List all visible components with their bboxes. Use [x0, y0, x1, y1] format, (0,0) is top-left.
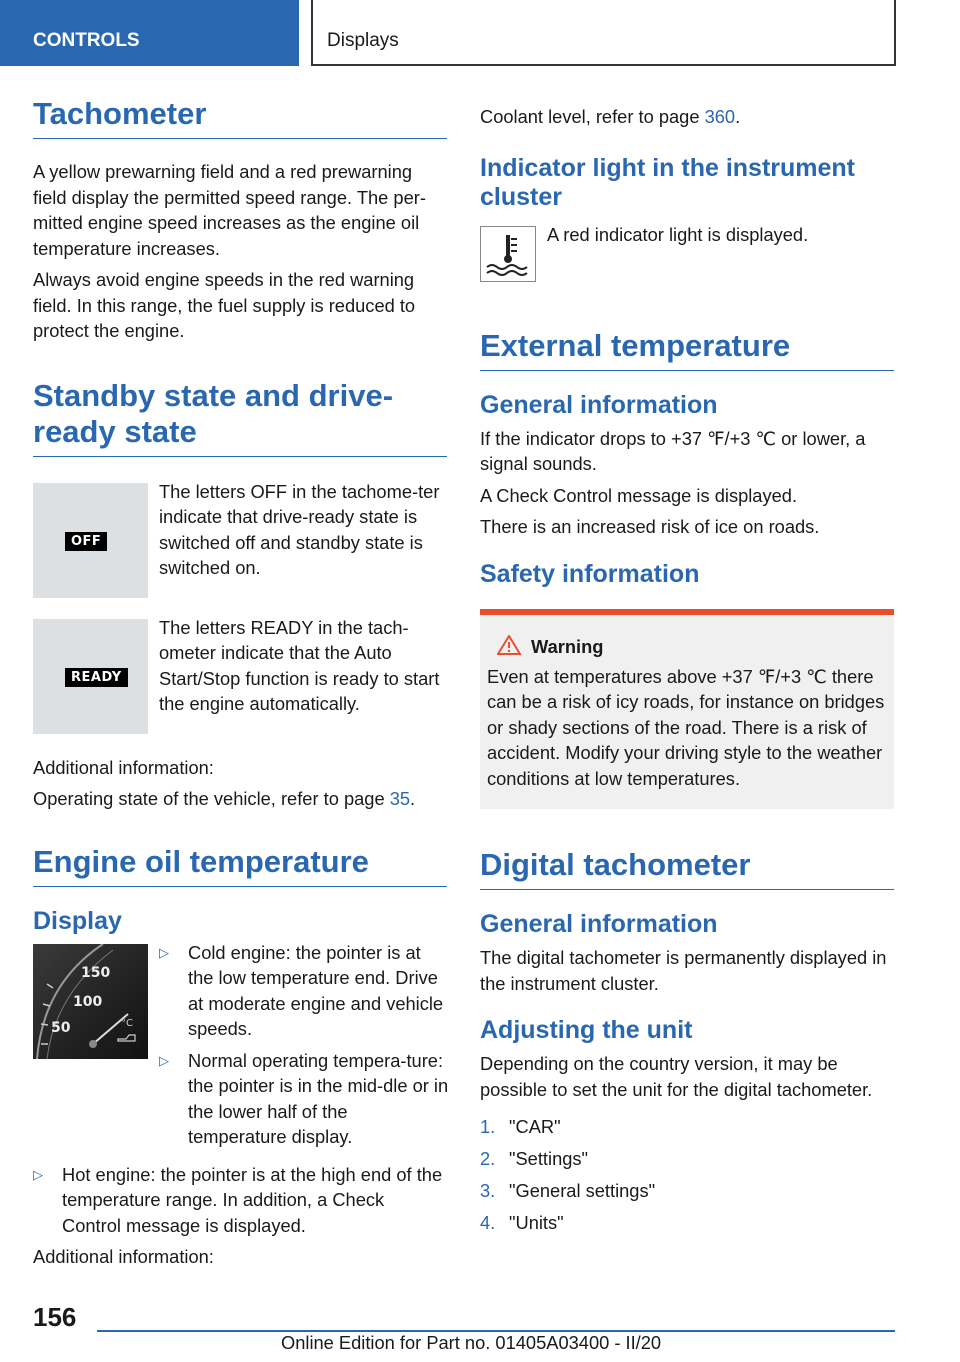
triangle-bullet-icon: ▷	[159, 944, 169, 960]
step-number: 2.	[480, 1148, 496, 1169]
warning-triangle-icon	[497, 635, 521, 655]
oil-bullets-narrow	[159, 940, 449, 1156]
digital-p1: The digital tachometer is permanently displayed in the instrument cluster.	[480, 947, 887, 994]
warning-title: Warning	[531, 635, 604, 657]
section-tab: CONTROLS	[0, 0, 299, 66]
list-item	[33, 1162, 447, 1239]
tachometer-p1: A yellow prewarning field and a red prewarning field display the permitted speed range. The per-mitted engine speed increases as the engine oil temperature increases.	[33, 161, 426, 259]
coolant-temp-icon	[480, 226, 536, 282]
bullet-text: Normal operating tempera-ture: the pointer is in the mid-dle or in the lower half of the temperature display.	[188, 1049, 449, 1147]
coolant-reference	[480, 104, 894, 130]
bullet-text: Hot engine: the pointer is at the high end of the temperature range. In addition, a Check Control message is displayed.	[62, 1163, 443, 1236]
standby-reference	[33, 786, 447, 812]
indicator-text: A red indicator light is displayed.	[547, 223, 809, 245]
oil-gauge-figure	[33, 941, 449, 1162]
coolant-end: .	[735, 106, 741, 127]
indicator-heading: Indicator light in the instrument cluster	[480, 153, 855, 211]
step-label: "Units"	[509, 1212, 564, 1233]
ref-end: .	[410, 788, 416, 809]
step-label: "Settings"	[509, 1148, 589, 1169]
ready-description: The letters READY in the tach-ometer indicate that the Auto Start/Stop function is ready to start the engine automatically.	[159, 616, 440, 714]
ref-text: Operating state of the vehicle, refer to page	[33, 788, 390, 809]
triangle-bullet-icon: ▷	[33, 1166, 43, 1182]
edition-note: Online Edition for Part no. 01405A03400 - II/20	[281, 1332, 662, 1353]
external-general-heading: General information	[480, 390, 718, 419]
oil-gauge-image	[33, 944, 148, 1059]
step-label: "General settings"	[509, 1180, 656, 1201]
off-image	[33, 483, 148, 598]
warning-box	[480, 609, 894, 810]
adjust-heading: Adjusting the unit	[480, 1016, 693, 1044]
bullet-text: Cold engine: the pointer is at the low temperature end. Drive at moderate engine and vehicle speeds.	[188, 941, 444, 1039]
gauge-label-50: 50	[51, 1019, 71, 1036]
oil-heading: Engine oil temperature	[33, 844, 447, 887]
external-p3: There is an increased risk of ice on roads.	[480, 516, 820, 537]
coolant-text: Coolant level, refer to page	[480, 106, 705, 127]
warning-header	[497, 635, 886, 658]
safety-heading: Safety information	[480, 559, 700, 588]
standby-addl-info: Additional information:	[33, 756, 214, 778]
list-item	[159, 940, 449, 1042]
ready-image	[33, 619, 148, 734]
list-item	[159, 1048, 449, 1150]
off-figure	[33, 480, 447, 599]
off-description: The letters OFF in the tachome-ter indicate that drive-ready state is switched off and standby state is switched on.	[159, 480, 440, 578]
oil-bullets-wide	[33, 1162, 447, 1239]
digital-p2: Depending on the country version, it may be possible to set the unit for the digital tachometer.	[480, 1053, 873, 1100]
ready-badge: READY	[65, 668, 128, 687]
warning-text: Even at temperatures above +37 ℉/+3 ℃ there can be a risk of icy roads, for instance on bridges or shady sections of the road. There is a risk of accident. Modify your driving style to the weather conditions at low temperatures.	[487, 665, 885, 789]
off-badge: OFF	[65, 532, 107, 551]
oil-addl-info: Additional information:	[33, 1246, 214, 1267]
step-label: "CAR"	[509, 1116, 561, 1137]
list-item	[480, 1178, 894, 1204]
triangle-bullet-icon: ▷	[159, 1052, 169, 1068]
external-p2: A Check Control message is displayed.	[480, 484, 798, 506]
list-item	[480, 1210, 894, 1236]
external-heading: External temperature	[480, 328, 894, 371]
tachometer-p2: Always avoid engine speeds in the red warning field. In this range, the fuel supply is reduced to protect the engine.	[33, 269, 416, 341]
indicator-figure	[480, 223, 894, 288]
gauge-label-150: 150	[81, 964, 111, 981]
list-item	[480, 1114, 894, 1140]
chapter-title: Displays	[311, 0, 896, 66]
unit-steps	[480, 1114, 894, 1236]
step-number: 3.	[480, 1180, 496, 1201]
left-column	[33, 96, 447, 1276]
tachometer-heading: Tachometer	[33, 96, 447, 139]
right-column	[480, 104, 894, 1242]
standby-heading: Standby state and drive-ready state	[33, 378, 447, 457]
page-header	[0, 0, 960, 66]
page-number: 156	[33, 1302, 77, 1332]
gauge-label-unit: °C	[121, 1017, 133, 1029]
digital-general-heading: General information	[480, 910, 718, 938]
list-item	[480, 1146, 894, 1172]
display-subheading: Display	[33, 906, 122, 935]
digital-heading: Digital tachometer	[480, 847, 894, 890]
page-link-35[interactable]: 35	[389, 788, 411, 809]
page-link-360[interactable]: 360	[704, 106, 736, 127]
ready-figure	[33, 616, 447, 735]
step-number: 4.	[480, 1212, 496, 1233]
external-p1: If the indicator drops to +37 ℉/+3 ℃ or lower, a signal sounds.	[480, 427, 866, 474]
step-number: 1.	[480, 1116, 496, 1137]
gauge-label-100: 100	[73, 993, 103, 1010]
oil-gauge-svg	[33, 944, 148, 1059]
